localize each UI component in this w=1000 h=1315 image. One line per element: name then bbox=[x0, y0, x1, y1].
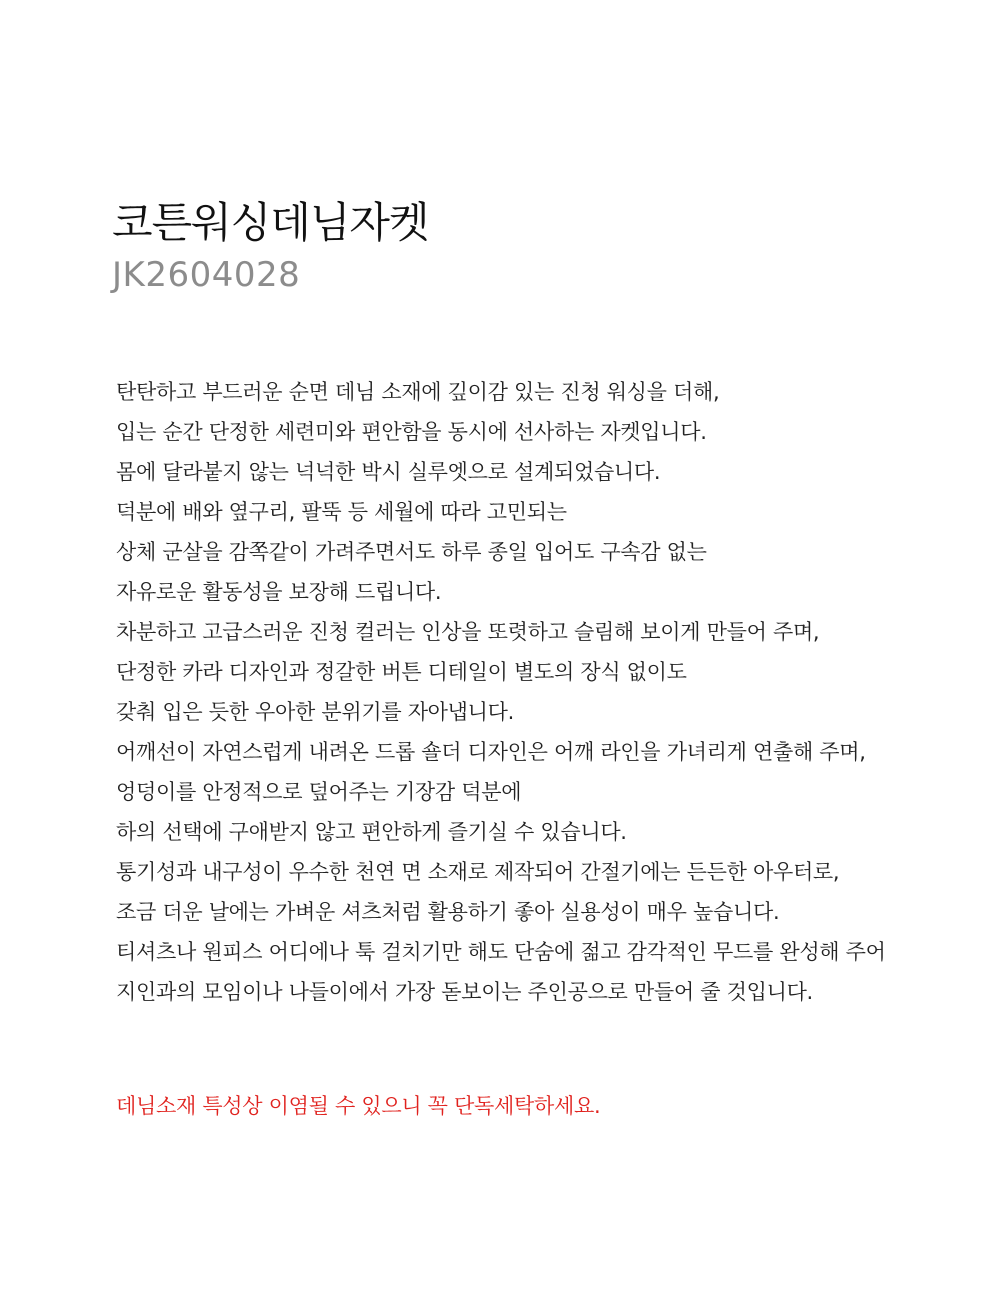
description-line: 엉덩이를 안정적으로 덮어주는 기장감 덕분에 bbox=[116, 780, 522, 804]
description-line: 몸에 달라붙지 않는 넉넉한 박시 실루엣으로 설계되었습니다. bbox=[116, 460, 661, 484]
description-line: 조금 더운 날에는 가벼운 셔츠처럼 활용하기 좋아 실용성이 매우 높습니다. bbox=[116, 900, 780, 924]
product-header bbox=[112, 195, 429, 297]
product-code: JK2604028 bbox=[112, 255, 301, 295]
description-line: 통기성과 내구성이 우수한 천연 면 소재로 제작되어 간절기에는 든든한 아우터로, bbox=[116, 860, 840, 884]
description-line: 자유로운 활동성을 보장해 드립니다. bbox=[116, 580, 442, 604]
description-line: 지인과의 모임이나 나들이에서 가장 돋보이는 주인공으로 만들어 줄 것입니다. bbox=[116, 980, 813, 1004]
description-line: 티셔츠나 원피스 어디에나 툭 걸치기만 해도 단숨에 젊고 감각적인 무드를 완성해 주어 bbox=[116, 940, 886, 964]
description-line: 상체 군살을 감쪽같이 가려주면서도 하루 종일 입어도 구속감 없는 bbox=[116, 540, 707, 564]
product-title: 코튼워싱데님자켓 bbox=[112, 198, 429, 247]
description-line: 탄탄하고 부드러운 순면 데님 소재에 깊이감 있는 진청 워싱을 더해, bbox=[116, 380, 720, 404]
description-line: 덕분에 배와 옆구리, 팔뚝 등 세월에 따라 고민되는 bbox=[116, 500, 567, 524]
product-description bbox=[116, 372, 976, 1012]
care-notice: 데님소재 특성상 이염될 수 있으니 꼭 단독세탁하세요. bbox=[116, 1094, 601, 1118]
description-line: 어깨선이 자연스럽게 내려온 드롭 숄더 디자인은 어깨 라인을 가녀리게 연출해 주며, bbox=[116, 740, 866, 764]
description-line: 차분하고 고급스러운 진청 컬러는 인상을 또렷하고 슬림해 보이게 만들어 주며, bbox=[116, 620, 820, 644]
description-line: 입는 순간 단정한 세련미와 편안함을 동시에 선사하는 자켓입니다. bbox=[116, 420, 707, 444]
description-line: 하의 선택에 구애받지 않고 편안하게 즐기실 수 있습니다. bbox=[116, 820, 627, 844]
description-line: 단정한 카라 디자인과 정갈한 버튼 디테일이 별도의 장식 없이도 bbox=[116, 660, 687, 684]
description-line: 갖춰 입은 듯한 우아한 분위기를 자아냅니다. bbox=[116, 700, 514, 724]
